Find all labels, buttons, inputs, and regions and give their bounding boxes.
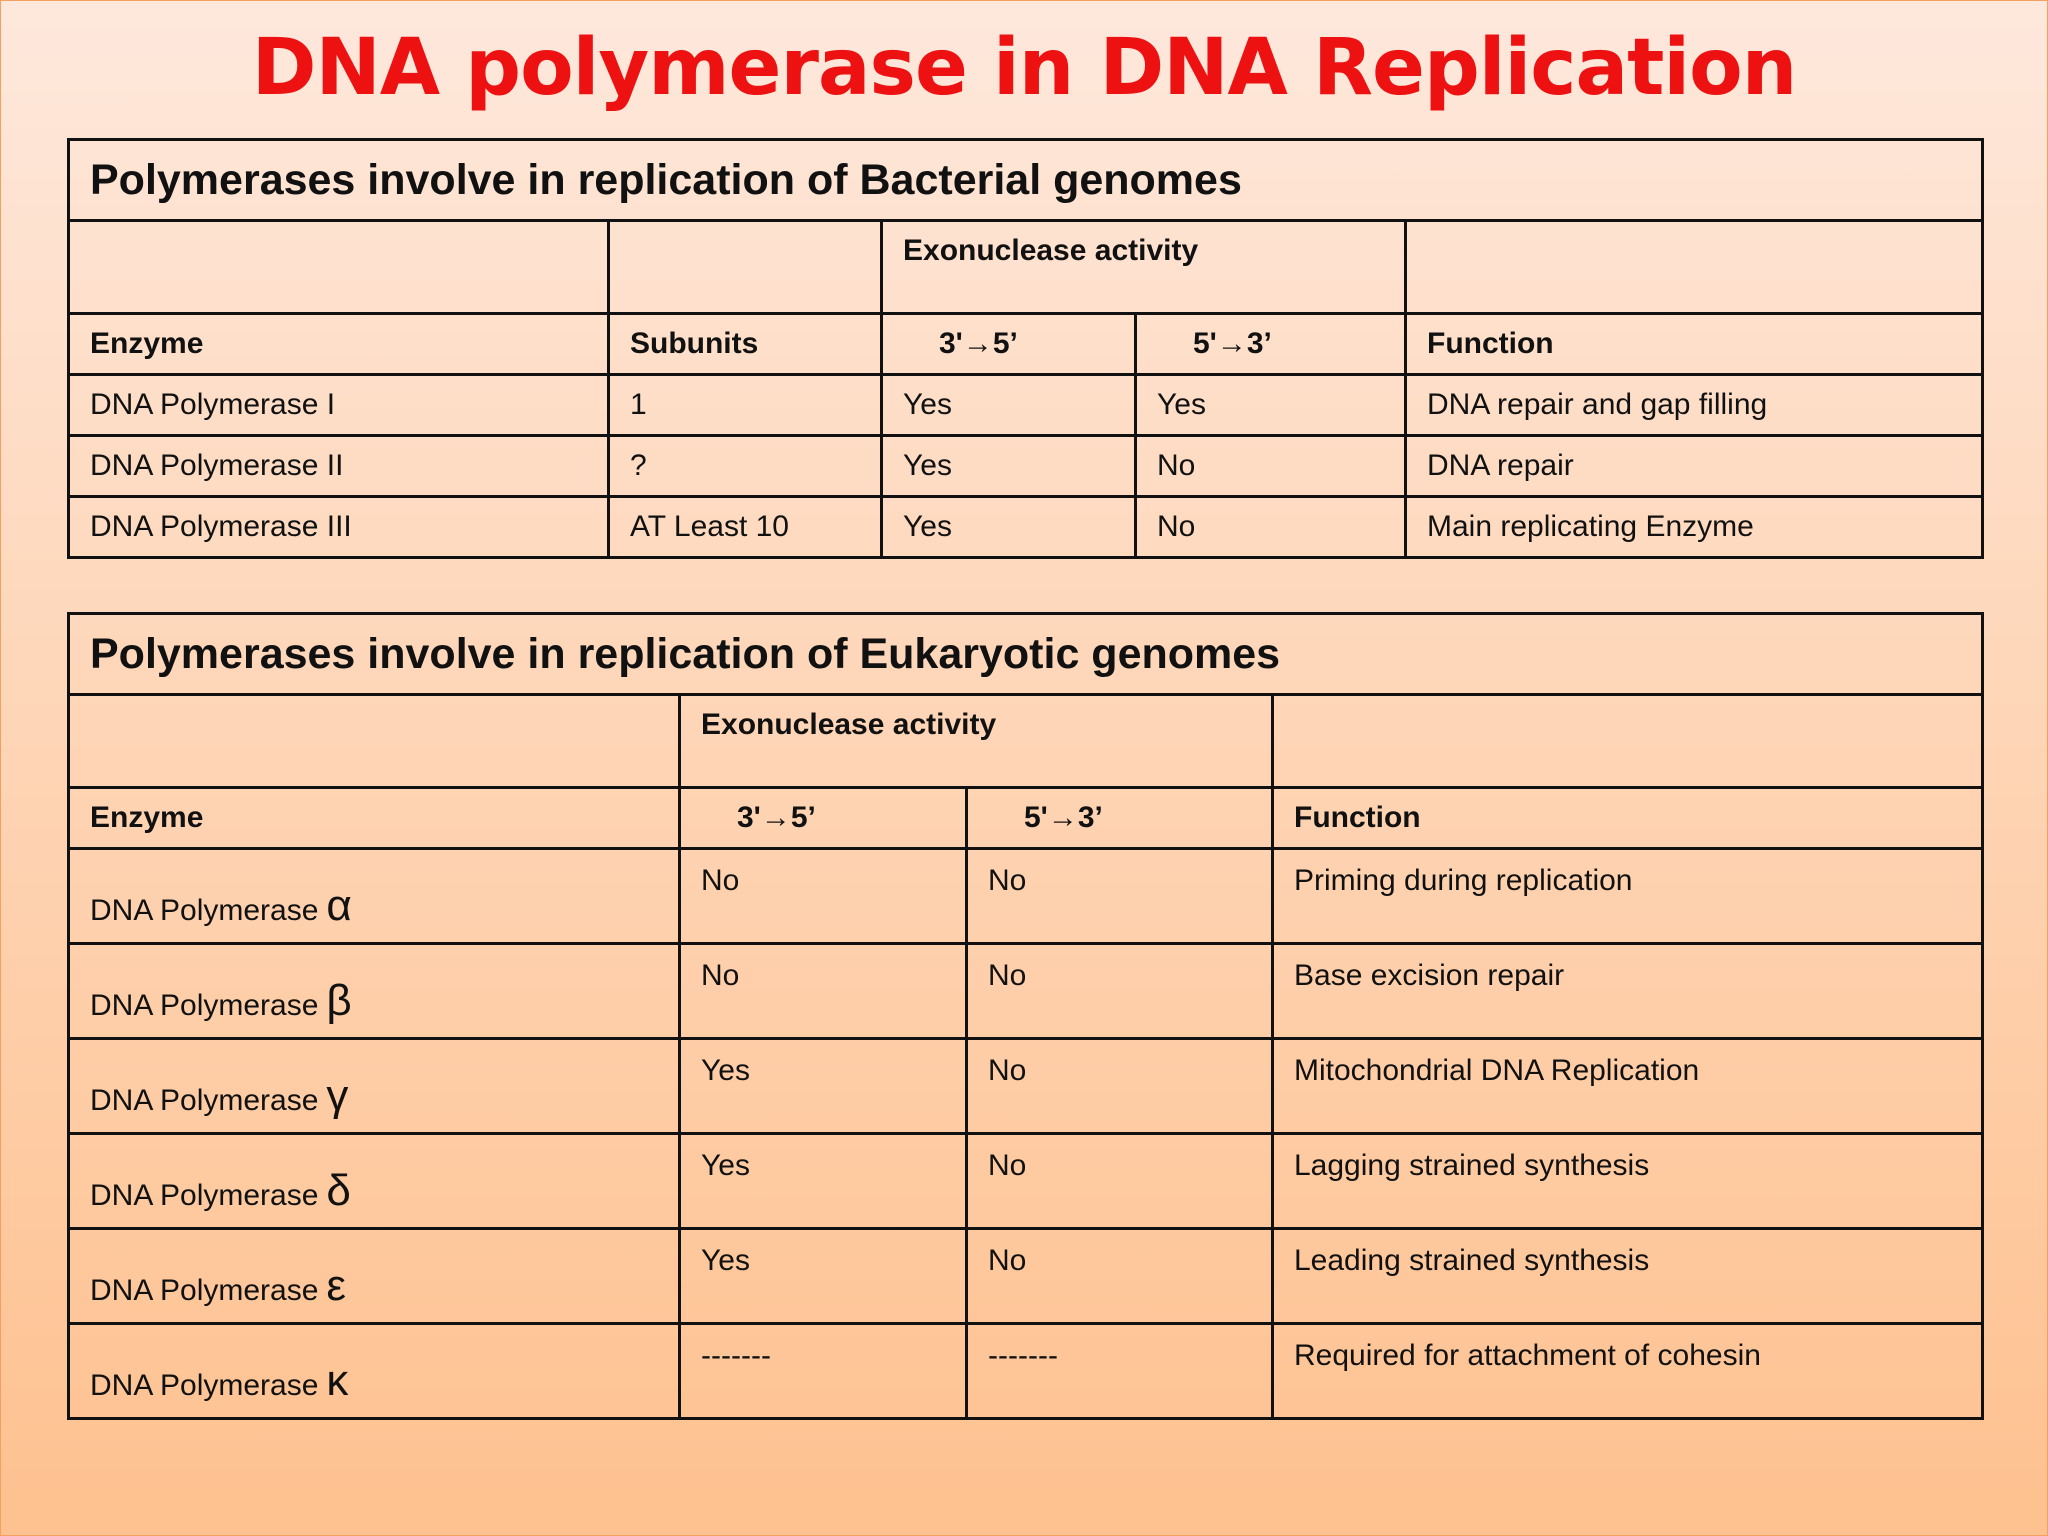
function-cell: Main replicating Enzyme [1406, 497, 1983, 558]
exonuclease-group-header: Exonuclease activity [882, 221, 1406, 314]
enzyme-cell [69, 849, 680, 944]
empty-header-cell [69, 221, 609, 314]
column-header-function: Function [1273, 788, 1983, 849]
enzyme-name: DNA Polymerase [90, 894, 319, 927]
column-header-row [69, 314, 1983, 375]
exo-5-3-cell: Yes [1136, 375, 1406, 436]
function-cell: Required for attachment of cohesin [1273, 1324, 1983, 1419]
exo-3-5-cell: Yes [680, 1039, 967, 1134]
exo-5-3-cell: No [967, 849, 1273, 944]
exonuclease-group-header: Exonuclease activity [680, 695, 1273, 788]
exo-3-5-cell: Yes [882, 375, 1136, 436]
enzyme-cell [69, 1039, 680, 1134]
column-header-enzyme: Enzyme [69, 788, 680, 849]
exo-3-5-cell: Yes [680, 1229, 967, 1324]
column-header-exo-5-3: 5'→3’ [967, 788, 1273, 849]
enzyme-name: DNA Polymerase [90, 989, 319, 1022]
subunits-cell: AT Least 10 [609, 497, 882, 558]
enzyme-cell: DNA Polymerase I [69, 375, 609, 436]
exo-3-5-cell: No [680, 849, 967, 944]
enzyme-name: DNA Polymerase [90, 1179, 319, 1212]
enzyme-cell [69, 1324, 680, 1419]
enzyme-cell [69, 1134, 680, 1229]
greek-letter: κ [326, 1356, 349, 1405]
enzyme-cell [69, 1229, 680, 1324]
exo-3-5-cell: Yes [882, 497, 1136, 558]
greek-letter: β [326, 976, 352, 1025]
column-header-exo-3-5: 3'→5’ [882, 314, 1136, 375]
enzyme-cell [69, 944, 680, 1039]
table-row [69, 1324, 1983, 1419]
bacterial-table-heading: Polymerases involve in replication of Bacterial genomes [69, 140, 1983, 221]
greek-letter: ε [326, 1261, 347, 1310]
greek-letter: γ [326, 1071, 349, 1120]
table-row [69, 375, 1983, 436]
column-header-exo-3-5: 3'→5’ [680, 788, 967, 849]
eukaryotic-table-heading: Polymerases involve in replication of Eukaryotic genomes [69, 614, 1983, 695]
slide-title: DNA polymerase in DNA Replication [251, 23, 1797, 113]
exo-3-5-cell: No [680, 944, 967, 1039]
exo-3-5-cell: Yes [680, 1134, 967, 1229]
greek-letter: α [326, 881, 352, 930]
empty-header-cell [1273, 695, 1983, 788]
exo-5-3-cell: No [967, 1134, 1273, 1229]
subunits-cell: 1 [609, 375, 882, 436]
column-header-enzyme: Enzyme [69, 314, 609, 375]
table-title-row [69, 614, 1983, 695]
enzyme-name: DNA Polymerase [90, 1274, 319, 1307]
group-header-row [69, 695, 1983, 788]
column-header-row [69, 788, 1983, 849]
enzyme-cell: DNA Polymerase III [69, 497, 609, 558]
eukaryotic-polymerase-table [67, 612, 1984, 1420]
exo-3-5-cell: Yes [882, 436, 1136, 497]
exo-5-3-cell: No [967, 1229, 1273, 1324]
table-title-row [69, 140, 1983, 221]
greek-letter: δ [326, 1166, 351, 1215]
exo-3-5-cell: ------- [680, 1324, 967, 1419]
function-cell: DNA repair [1406, 436, 1983, 497]
column-header-subunits: Subunits [609, 314, 882, 375]
function-cell: Base excision repair [1273, 944, 1983, 1039]
function-cell: DNA repair and gap filling [1406, 375, 1983, 436]
function-cell: Lagging strained synthesis [1273, 1134, 1983, 1229]
exo-5-3-cell: No [1136, 497, 1406, 558]
table-row [69, 497, 1983, 558]
empty-header-cell [1406, 221, 1983, 314]
enzyme-cell: DNA Polymerase II [69, 436, 609, 497]
table-row [69, 1039, 1983, 1134]
subunits-cell: ? [609, 436, 882, 497]
enzyme-name: DNA Polymerase [90, 1084, 319, 1117]
enzyme-name: DNA Polymerase [90, 1369, 319, 1402]
function-cell: Priming during replication [1273, 849, 1983, 944]
empty-header-cell [69, 695, 680, 788]
exo-5-3-cell: No [967, 944, 1273, 1039]
table-row [69, 436, 1983, 497]
empty-header-cell [609, 221, 882, 314]
table-row [69, 849, 1983, 944]
function-cell: Mitochondrial DNA Replication [1273, 1039, 1983, 1134]
exo-5-3-cell: No [967, 1039, 1273, 1134]
group-header-row [69, 221, 1983, 314]
bacterial-polymerase-table [67, 138, 1984, 559]
exo-5-3-cell: ------- [967, 1324, 1273, 1419]
column-header-exo-5-3: 5'→3’ [1136, 314, 1406, 375]
table-row [69, 1229, 1983, 1324]
exo-5-3-cell: No [1136, 436, 1406, 497]
function-cell: Leading strained synthesis [1273, 1229, 1983, 1324]
table-row [69, 1134, 1983, 1229]
column-header-function: Function [1406, 314, 1983, 375]
table-row [69, 944, 1983, 1039]
